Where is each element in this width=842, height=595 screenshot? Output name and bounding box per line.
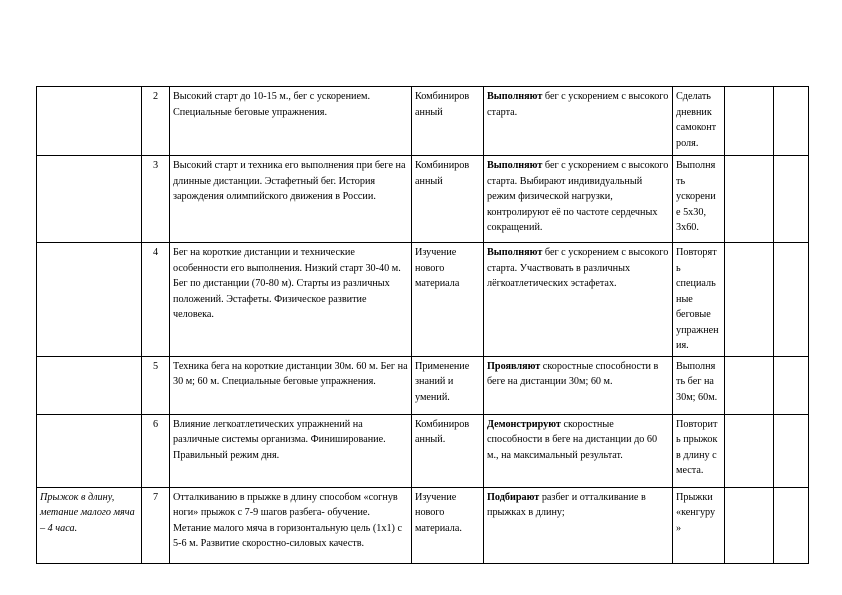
homework: Прыжки «кенгуру » [673, 487, 725, 563]
activity-text: бег с ускорением с высокого старта. Участвовать в различных лёгкоатлетических эстафетах. [487, 247, 669, 289]
empty-cell [725, 156, 774, 243]
empty-cell [725, 487, 774, 563]
activity-verb: Подбирают [487, 491, 540, 503]
activity-text: бег с ускорением с высокого старта. Выбирают индивидуальный режим физической нагрузки, контролируют её по частоте сердечных сокращений. [487, 160, 669, 233]
empty-cell [725, 414, 774, 487]
activity-verb: Выполняют [487, 247, 543, 258]
lesson-type: Изучение нового материала [412, 243, 484, 357]
empty-cell [774, 156, 809, 243]
activity-verb: Демонстрируют [487, 418, 561, 430]
lesson-number: 2 [142, 87, 170, 156]
empty-cell [774, 87, 809, 156]
student-activity [484, 87, 673, 156]
homework: Выполня ть ускорени е 5х30, 3х60. [673, 156, 725, 243]
empty-cell [725, 356, 774, 414]
lesson-number: 6 [142, 414, 170, 487]
table-row [37, 487, 809, 563]
lesson-number: 5 [142, 356, 170, 414]
lesson-topic: Бег на короткие дистанции и технические особенности его выполнения. Низкий старт 30-40 м. Бег по дистанции (70-80 м). Старты из различных положений. Эстафеты. Физическое развитие человека. [170, 243, 412, 357]
table-row [37, 87, 809, 156]
section-cell [37, 414, 142, 487]
lesson-type: Изучение нового материала. [412, 487, 484, 563]
lesson-topic: Высокий старт до 10-15 м., бег с ускорением. Специальные беговые упражнения. [170, 87, 412, 156]
activity-text: скоростные способности в беге на дистанции 30м; 60 м. [487, 360, 659, 387]
homework: Повторит ь прыжок в длину с места. [673, 414, 725, 487]
activity-text: скоростные способности в беге на дистанции до 60 м., на максимальный результат. [487, 418, 658, 461]
section-cell [37, 243, 142, 357]
empty-cell [725, 243, 774, 357]
lesson-type: Комбиниров анный [412, 87, 484, 156]
lesson-plan-table [36, 86, 809, 564]
student-activity [484, 487, 673, 563]
activity-verb: Выполняют [487, 91, 543, 102]
student-activity [484, 356, 673, 414]
homework: Повторят ь специаль ные беговые упражнен ия. [673, 243, 725, 357]
section-cell: Прыжок в длину, метание малого мяча – 4 часа. [37, 487, 142, 563]
lesson-type: Комбиниров анный. [412, 414, 484, 487]
lesson-topic: Техника бега на короткие дистанции 30м. 60 м. Бег на 30 м; 60 м. Специальные беговые упражнения. [170, 356, 412, 414]
table-row [37, 414, 809, 487]
empty-cell [774, 487, 809, 563]
lesson-topic: Влияние легкоатлетических упражнений на различные системы организма. Финиширование. Правильный режим дня. [170, 414, 412, 487]
lesson-type: Применение знаний и умений. [412, 356, 484, 414]
activity-text: разбег и отталкивание в прыжках в длину; [487, 491, 646, 518]
activity-verb: Выполняют [487, 160, 543, 171]
activity-text: бег с ускорением с высокого старта. [487, 91, 669, 118]
lesson-number: 3 [142, 156, 170, 243]
student-activity [484, 243, 673, 357]
lesson-type: Комбиниров анный [412, 156, 484, 243]
homework: Сделать дневник самоконт роля. [673, 87, 725, 156]
section-cell [37, 356, 142, 414]
student-activity [484, 414, 673, 487]
table-row [37, 356, 809, 414]
lesson-topic: Отталкиванию в прыжке в длину способом «согнув ноги» прыжок с 7-9 шагов разбега- обучение. Метание малого мяча в горизонтальную цель (1х1) с 5-6 м. Развитие скоростно-силовых качеств. [170, 487, 412, 563]
empty-cell [774, 356, 809, 414]
table-row [37, 243, 809, 357]
lesson-number: 4 [142, 243, 170, 357]
student-activity [484, 156, 673, 243]
lesson-topic: Высокий старт и техника его выполнения при беге на длинные дистанции. Эстафетный бег. История зарождения олимпийского движения в России. [170, 156, 412, 243]
homework: Выполня ть бег на 30м; 60м. [673, 356, 725, 414]
empty-cell [725, 87, 774, 156]
empty-cell [774, 414, 809, 487]
table-row [37, 156, 809, 243]
lesson-number: 7 [142, 487, 170, 563]
activity-verb: Проявляют [487, 360, 541, 372]
empty-cell [774, 243, 809, 357]
section-cell [37, 156, 142, 243]
section-cell [37, 87, 142, 156]
